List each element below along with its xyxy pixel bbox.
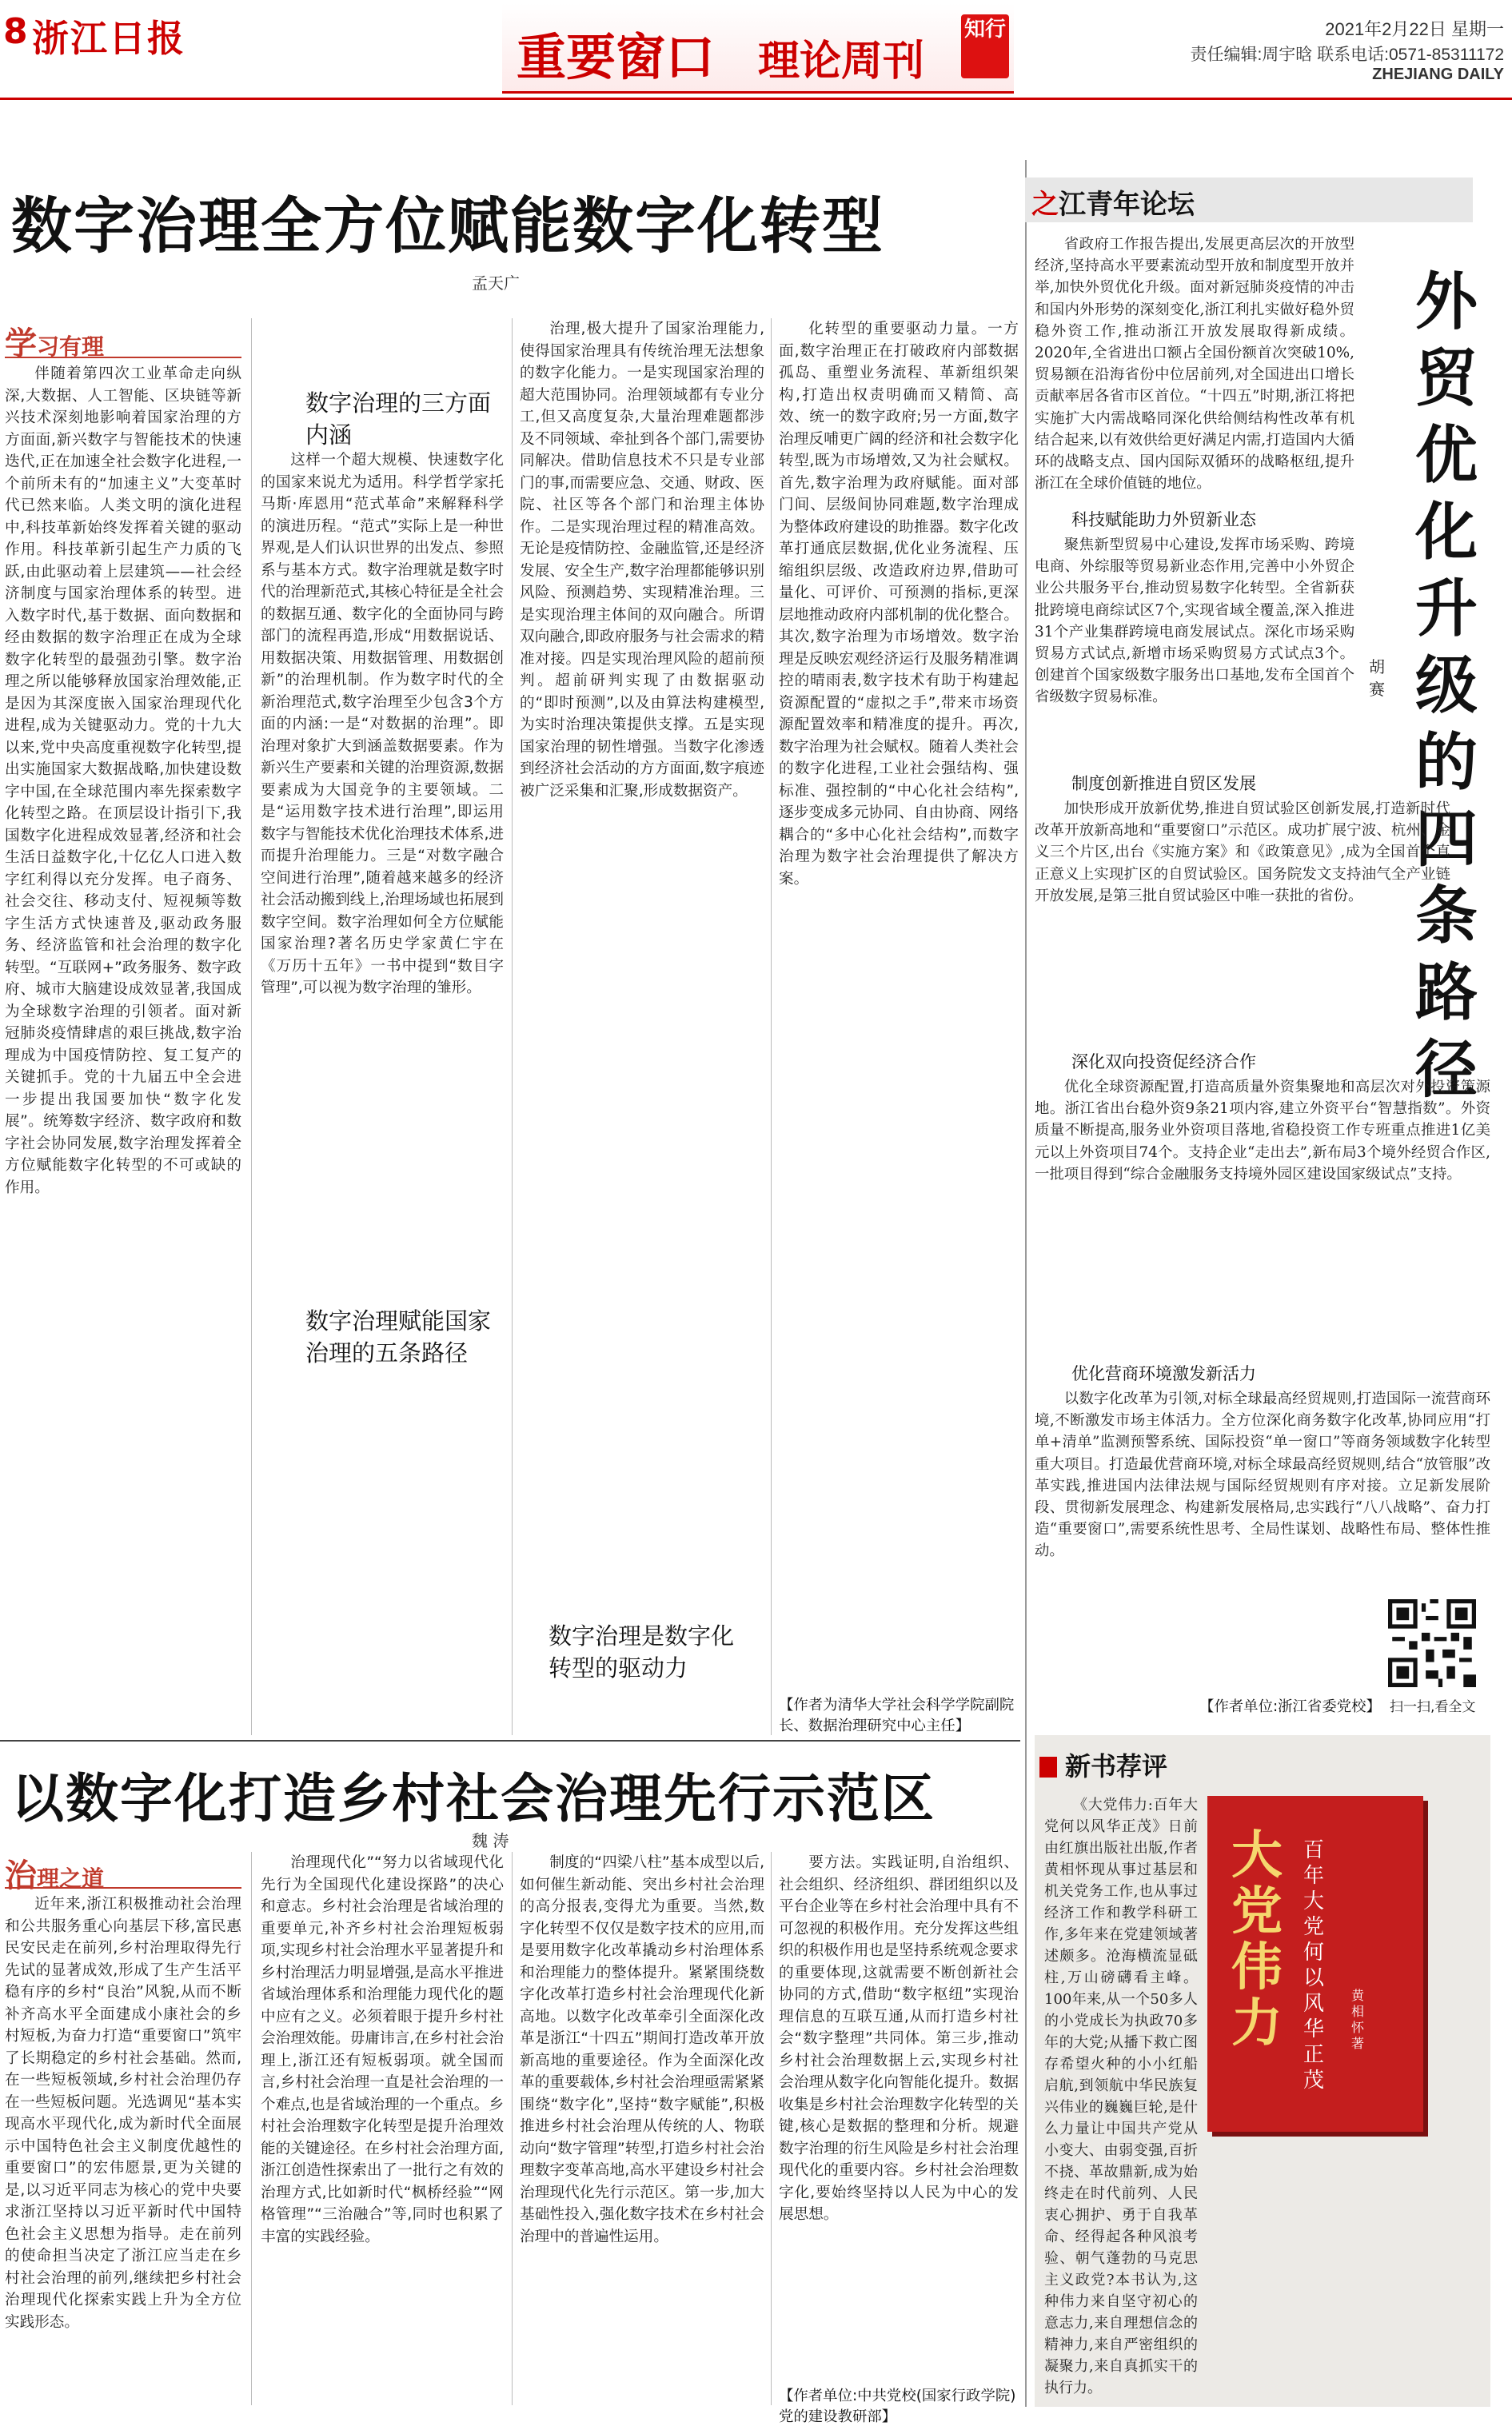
forum-closing xyxy=(1035,1582,1378,1694)
column-divider xyxy=(512,1852,513,2405)
article2-section-tag xyxy=(5,1850,104,1896)
bookmark-icon xyxy=(1039,1757,1057,1778)
article1-column-4 xyxy=(779,318,1019,1694)
forum-intro xyxy=(1035,233,1354,493)
editor-info: 责任编辑:周宇晗 联系电话:0571-85311172 xyxy=(1190,46,1504,64)
forum-section-4 xyxy=(1035,1388,1490,1577)
qr-code[interactable] xyxy=(1388,1599,1476,1687)
newspaper-english-name: ZHEJIANG DAILY xyxy=(1372,66,1504,83)
article2-column-3 xyxy=(520,1852,764,2405)
article2-author: 魏 涛 xyxy=(472,1831,509,1850)
book-review-text-short xyxy=(1044,1794,1198,2396)
book-review-tag xyxy=(1039,1746,1167,1783)
article2-text-3: 制度的“四梁八柱”基本成型以后,如何催生新动能、突出乡村社会治理的高分报表,变得尤为重要。当然,数字化转型不仅仅是数字技术的应用,而是要用数字化改革撬动乡村治理体系和治理能力的整体提升。紧紧围绕数字化改革打造乡村社会治理现代化新高地。以数字化改革牵引全面深化改革是浙江“十四五”期间打造改革开放新高地的重要途径。作为全面深化改革的重要载体,乡村社会治理亟需紧紧围绕“数字化”,坚持“数字赋能”,积极推进乡村社会治理从传统的人、物联动向“数字管理”转型,打造乡村社会治理数字变革高地,高水平建设乡村社会治理现代化先行示范区。第一步,加大基础性投入,强化数字技术在乡村社会治理中的普遍性运用。 xyxy=(520,1854,764,2245)
column-banner xyxy=(502,3,1014,94)
book-cover-author: 黄相怀 著 xyxy=(1351,1988,1365,2051)
section-tag-small: 理之道 xyxy=(37,1865,105,1892)
article2-text-1: 近年来,浙江积极推动社会治理和公共服务重心向基层下移,富民惠民安民走在前列,乡村治理取得先行先试的显著成效,形成了生产生活平稳有序的乡村“良治”风貌,从而不断补齐高水平全面建成小康社会的乡村短板,为奋力打造“重要窗口”筑牢了长期稳定的乡村社会基础。然而,在一些短板领域,乡村社会治理仍存在一些短板问题。光选调见“基本实现高水平现代化,成为新时代全面展示中国特色社会主义制度优越性的重要窗口”的宏伟愿景,更为关键的是,以习近平同志为核心的党中央要求浙江坚持以习近平新时代中国特色社会主义思想为指导。走在前列的使命担当决定了浙江应当走在乡村社会治理的前列,继续把乡村社会治理现代化探索实践上升为全方位实践形态。 xyxy=(5,1896,241,2331)
article1-subheading-3: 数字治理是数字化转型的驱动力 xyxy=(549,1622,735,1682)
banner-seal: 知行 xyxy=(961,14,1009,78)
forum-intro-text: 省政府工作报告提出,发展更高层次的开放型经济,坚持高水平要素流动型开放和制度型开放并举,加快外贸优化升级。面对新冠肺炎疫情的冲击和国内外形势的深刻变化,浙江利扎实做好稳外贸稳外资工作,推动浙江开放发展取得新成绩。2020年,全省进出口额占全国份额首次突破10%,贸易额在沿海省份中位居前列,对全国进出口增长贡献率居各省市区首位。“十四五”时期,浙江将把实施扩大内需战略同深化供给侧结构性改革有机结合起来,以有效供给更好满足内需,打造国内大循环的战略支点、国内国际双循环的战略枢纽,提升浙江在全球价值链的地位。 xyxy=(1035,236,1354,493)
article1-author-note: 【作者为清华大学社会科学学院副院长、数据治理研究中心主任】 xyxy=(779,1697,1015,1734)
section-tag-rule xyxy=(5,357,241,358)
article2-author-note: 【作者单位:中共党校(国家行政学院)党的建设教研部】 xyxy=(779,2388,1016,2425)
forum-section-2 xyxy=(1035,798,1450,1031)
article2-column-2 xyxy=(261,1852,504,2405)
section-tag-big: 治 xyxy=(5,1857,37,1894)
forum-author: 胡赛 xyxy=(1369,657,1385,699)
forum-section-3 xyxy=(1035,1076,1490,1347)
forum-author-note: 【作者单位:浙江省委党校】 xyxy=(1199,1698,1381,1715)
article1-author: 孟天广 xyxy=(472,273,520,293)
banner-subtitle: 理论周刊 xyxy=(758,38,925,86)
section-tag-small: 习有理 xyxy=(37,333,105,360)
column-divider xyxy=(771,318,772,1735)
article1-text-3: 治理,极大提升了国家治理能力,使得国家治理具有传统治理无法想象的数字化能力。一是实现国家治理的超大范围协同。治理领域都有专业分工,但又高度复杂,大量治理难题都涉及不同领域、牵扯到各个部门,需要协同解决。借助信息技术不只是专业部门的事,而需要应急、交通、财政、医院、社区等各个部门和治理主体协作。二是实现治理过程的精准高效。无论是疫情防控、金融监管,还是经济发展、安全生产,数字治理都能够识别风险、预测趋势、实现精准治理。三是实现治理主体间的双向融合。所谓双向融合,即政府服务与社会需求的精准对接。四是实现治理风险的超前预判。超前研判实现了由数据驱动的“即时预测”,以及由算法构建模型,为实时治理决策提供支撑。五是实现国家治理的韧性增强。当数字化渗透到经济社会活动的方方面面,数字痕迹被广泛采集和汇聚,形成数据资产。 xyxy=(520,321,764,800)
article1-column-2 xyxy=(261,321,504,1255)
article2-headline: 以数字化打造乡村社会治理先行示范区 xyxy=(11,1768,936,1829)
column-divider xyxy=(512,318,513,1735)
forum-section-3-text: 优化全球资源配置,打造高质量外资集聚地和高层次对外投资策源地。浙江省出台稳外资9条21项内容,建立外资平台“智慧指数”。外资质量不断提高,服务业外资项目落地,省稳投资工作专班重点推进1亿美元以上外资项目74个。支持企业“走出去”,新布局3个境外经贸合作区,一批项目得到“综合金融服务支持境外园区建设国家级试点”支持。 xyxy=(1035,1079,1490,1183)
book-cover xyxy=(1207,1796,1423,2132)
article1-column-1 xyxy=(5,363,241,1735)
banner-main-title: 重要窗口 xyxy=(517,28,716,86)
forum-section-1 xyxy=(1035,534,1354,755)
article2-column-4 xyxy=(779,1852,1019,2380)
column-divider xyxy=(251,1852,252,2405)
forum-section-4-text: 以数字化改革为引领,对标全球最高经贸规则,打造国际一流营商环境,不断激发市场主体活力。全方位深化商务数字化改革,协同应用“打单+清单”监测预警系统、国际投资“单一窗口”等商务领域数字化转型重大项目。打造最优营商环境,对标全球最高经贸规则,结合“放管服”改革实践,推进国内法律法规与国际经贸规则有序对接。立足新发展阶段、贯彻新发展理念、构建新发展格局,忠实践行“八八战略”、奋力打造“重要窗口”,需要系统性思考、全局性谋划、战略性布局、整体性推动。 xyxy=(1035,1391,1490,1560)
section-tag-rule xyxy=(5,1887,241,1889)
forum-subheading-4: 优化营商环境激发新活力 xyxy=(1071,1364,1256,1383)
article2-text-2: 治理现代化”“努力以省域现代化先行为全国现代化建设探路”的决心和意志。乡村社会治理是省域治理的重要单元,补齐乡村社会治理短板弱项,实现乡村社会治理水平显著提升和乡村治理活力明显增强,是高水平推进省域治理体系和治理能力现代化的题中应有之义。必须着眼于提升乡村社会治理效能。毋庸讳言,在乡村社会治理上,浙江还有短板弱项。就全国而言,乡村社会治理一直是社会治理的一个难点,也是省域治理的一个重点。乡村社会治理数字化转型是提升治理效能的关键途径。在乡村社会治理方面,浙江创造性探索出了一批行之有效的治理方式,比如新时代“枫桥经验”“网格管理”“三治融合”等,同时也积累了丰富的实践经验。 xyxy=(261,1854,504,2245)
article2-column-1 xyxy=(5,1893,241,2405)
forum-vertical-title: 外贸优化升级的四条路径 xyxy=(1414,266,1478,1106)
forum-tag-z: 之 xyxy=(1031,189,1059,221)
article1-subheading-1: 数字治理的三方面内涵 xyxy=(305,389,492,449)
article1-headline: 数字治理全方位赋能数字化转型 xyxy=(11,190,884,261)
article1-subheading-2: 数字治理赋能国家治理的五条路径 xyxy=(305,1307,492,1367)
forum-section-2-text: 加快形成开放新优势,推进自贸试验区创新发展,打造新时代改革开放新高地和“重要窗口”示范区。成功扩展宁波、杭州、金义三个片区,出台《实施方案》和《政策意见》,成为全国首个真正意义上实现扩区的自贸试验区。国务院发文支持油气全产业链开放发展,是第三批自贸试验区中唯一获批的省份。 xyxy=(1035,800,1450,904)
book-cover-title: 大党伟力 xyxy=(1231,1826,1283,2053)
masthead xyxy=(0,0,1512,98)
book-review-text-wide xyxy=(1044,2220,1482,2402)
column-divider xyxy=(771,1852,772,2405)
issue-date: 2021年2月22日 星期一 xyxy=(1325,19,1504,39)
book-review-tag-text: 新书荐评 xyxy=(1065,1751,1168,1782)
section-tag-big: 学 xyxy=(5,325,37,362)
qr-caption: 扫一扫,看全文 xyxy=(1390,1699,1476,1715)
forum-subheading-1: 科技赋能助力外贸新业态 xyxy=(1071,510,1256,529)
forum-subheading-2: 制度创新推进自贸区发展 xyxy=(1071,774,1256,793)
article1-text-1: 伴随着第四次工业革命走向纵深,大数据、人工智能、区块链等新兴技术深刻地影响着国家治理的方方面面,新兴数字与智能技术的快速迭代,正在加速全社会数字化进程,一个前所未有的“加速主义”大变革时代已然来临。人类文明的演化进程中,科技革新始终发挥着关键的驱动作用。科技革新引起生产力质的飞跃,由此驱动着上层建筑——社会经济制度与国家治理体系的转型。进入数字时代,基于数据、面向数据和经由数据的数字治理正在成为全球数字化转型的最强劲引擎。数字治理之所以能够释放国家治理效能,正是因为其深度嵌入国家治理现代化进程,成为关键驱动力。党的十九大以来,党中央高度重视数字化转型,提出实施国家大数据战略,加快建设数字中国,在全球范围内率先探索数字化转型之路。在顶层设计指引下,我国数字化进程成效显著,经济和社会生活日益数字化,十亿亿人口进入数字红利得以充分发挥。电子商务、社会交往、移动支付、短视频等数字生活方式快速普及,驱动政务服务、经济监管和社会治理的数字化转型。“互联网+”政务服务、数字政府、城市大脑建设成效显著,我国成为全球数字治理的引领者。面对新冠肺炎疫情肆虐的艰巨挑战,数字治理成为中国疫情防控、复工复产的关键抓手。党的十九届五中全会进一步提出我国要加快“数字化发展”。统筹数字经济、数字政府和数字社会协同发展,数字治理发挥着全方位赋能数字化转型的不可或缺的作用。 xyxy=(5,365,241,1196)
column-divider xyxy=(251,318,252,1735)
article1-text-2: 这样一个超大规模、快速数字化的国家来说尤为适用。科学哲学家托马斯·库恩用“范式革命”来解释科学的演进历程。“范式”实际上是一种世界观,是人们认识世界的出发点、参照系与基本方式。数字治理就是数字时代的治理新范式,其核心特征是全社会的数据互通、数字化的全面协同与跨部门的流程再造,形成“用数据说话、用数据决策、用数据管理、用数据创新”的治理机制。作为数字时代的全新治理范式,数字治理至少包含3个方面的内涵:一是“对数据的治理”。即治理对象扩大到涵盖数据要素。作为新兴生产要素和关键的治理资源,数据要素成为大国竞争的主要领域。二是“运用数字技术进行治理”,即运用数字与智能技术优化治理技术体系,进而提升治理能力。三是“对数字融合空间进行治理”,随着越来越多的经济社会活动搬到线上,治理场域也拓展到数字空间。数字治理如何全方位赋能国家治理?著名历史学家黄仁宇在《万历十五年》一书中提到“数目字管理”,可以视为数字治理的雏形。 xyxy=(261,452,504,996)
forum-tag-text: 江青年论坛 xyxy=(1059,189,1195,221)
article-separator xyxy=(0,1740,1020,1742)
article1-text-4: 化转型的重要驱动力量。一方面,数字治理正在打破政府内部数据孤岛、重塑业务流程、革新组织架构,打造出权责明确而又精简、高效、统一的数字政府;另一方面,数字治理反哺更广阔的经济和社会数字化转型,既为市场增效,又为社会赋权。首先,数字治理为政府赋能。面对部门间、层级间协同难题,数字治理成为整体政府建设的助推器。数字化改革打通底层数据,优化业务流程、压缩组织层级、改造政府边界,借助可量化、可评价、可预测的指标,更深层地推动政府内部机制的优化整合。其次,数字治理为市场增效。数字治理是反映宏观经济运行及服务精准调控的晴雨表,数字技术有助于构建起资源配置的“虚拟之手”,带来市场资源配置效率和精准度的提升。再次,数字治理为社会赋权。随着人类社会的数字化进程,工业社会强结构、强标准、强控制的“中心化社会结构”,逐步变成多元协同、自由协商、网络耦合的“多中心化社会结构”,而数字治理为数字社会治理提供了解决方案。 xyxy=(779,321,1019,888)
forum-tag xyxy=(1031,182,1195,221)
masthead-rule xyxy=(0,98,1512,100)
book-cover-subtitle: 百年大党何以风华正茂 xyxy=(1303,1838,1325,2093)
article1-column-3 xyxy=(520,318,764,1638)
book-review-text: 《大党伟力:百年大党何以风华正茂》日前由红旗出版社出版,作者黄相怀现从事过基层和机关党务工作,也从事过经济工作和教学科研工作,多年来在党建领域著述颇多。沧海横流显砥柱,万山磅礴看主峰。100年来,从一个50多人的小党成长为执政70多年的大党;从播下救亡图存希望火种的小小红船启航,到领航中华民族复兴伟业的巍巍巨轮,是什么力量让中国共产党从小变大、由弱变强,百折不挠、革故鼎新,成为始终走在时代前列、人民衷心拥护、勇于自我革命、经得起各种风浪考验、朝气蓬勃的马克思主义政党?本书认为,这种伟力来自坚守初心的意志力,来自理想信念的精神力,来自严密组织的凝聚力,来自真抓实干的执行力。 xyxy=(1044,1797,1198,2396)
forum-section-1-text: 聚焦新型贸易中心建设,发挥市场采购、跨境电商、外综服等贸易新业态作用,完善中小外贸企业公共服务平台,推动贸易数字化转型。全省新获批跨境电商综试区7个,实现省域全覆盖,深入推进31个产业集群跨境电商发展试点。深化市场采购贸易方式试点,新增市场采购贸易方式试点3个。创建首个国家级数字服务出口基地,发布全国首个省级数字贸易标准。 xyxy=(1035,537,1354,706)
right-column-divider xyxy=(1025,160,1027,2407)
article2-text-4: 要方法。实践证明,自治组织、社会组织、经济组织、群团组织以及平台企业等在乡村社会治理中具有不可忽视的积极作用。充分发挥这些组织的积极作用也是坚持系统观念要求的重要体现,这就需要不断创新社会协同的方式,借助“数字枢纽”实现治理信息的互联互通,从而打造乡村社会“数字整理”共同体。第三步,推动乡村社会治理数据上云,实现乡村社会治理从数字化向智能化提升。数据收集是乡村社会治理数字化转型的关键,核心是数据的整理和分析。规避数字治理的衍生风险是乡村社会治理现代化的重要内容。乡村社会治理数字化,要始终坚持以人民为中心的发展思想。 xyxy=(779,1854,1019,2223)
newspaper-name: 浙江日报 xyxy=(32,17,186,60)
page-number: 8 xyxy=(3,11,28,52)
forum-subheading-3: 深化双向投资促经济合作 xyxy=(1071,1052,1256,1071)
